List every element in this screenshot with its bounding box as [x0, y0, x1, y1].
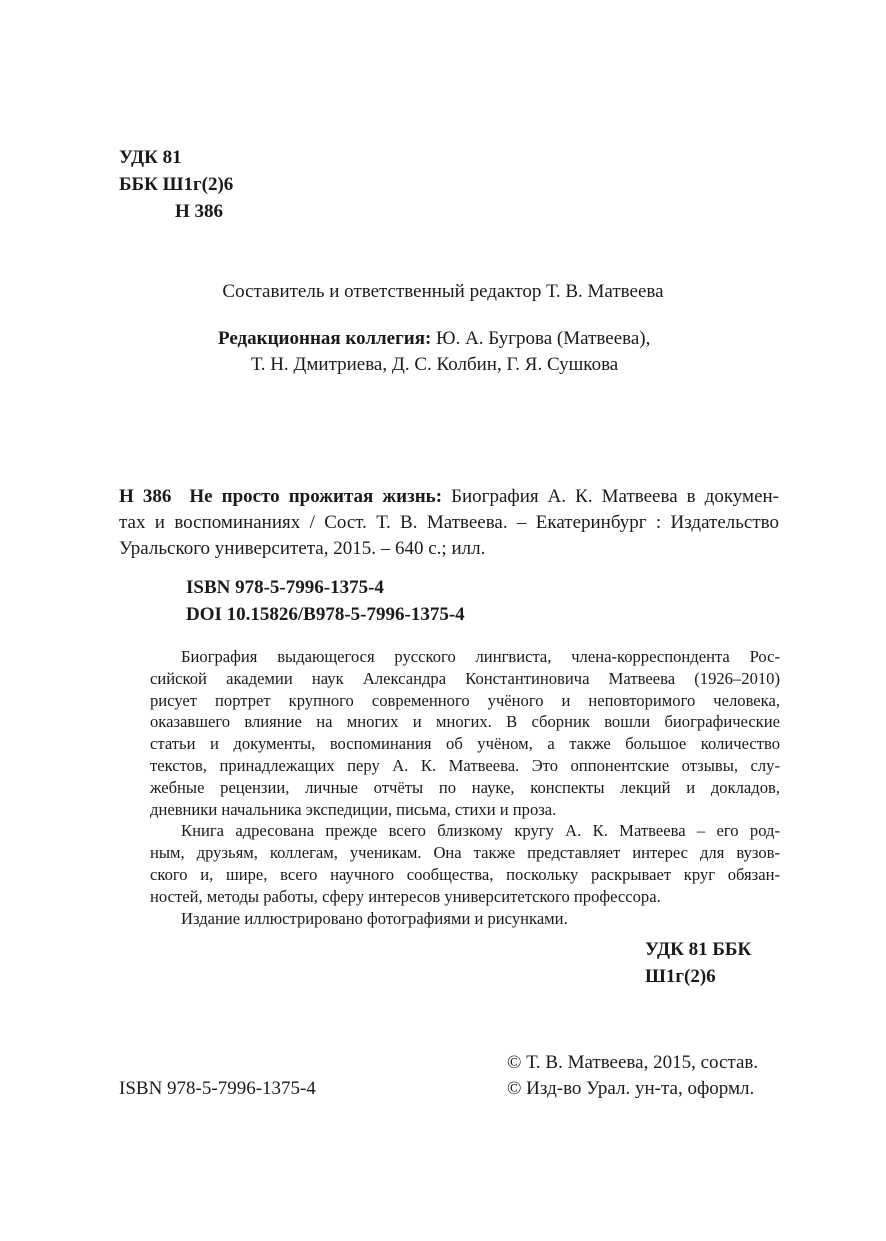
copyright-line2: © Изд-во Урал. ун-та, оформл. — [507, 1078, 755, 1099]
copyright-line1: © Т. В. Матвеева, 2015, состав. — [507, 1052, 759, 1073]
editorial-board-members2: Т. Н. Дмитриева, Д. С. Колбин, Г. Я. Сушкова — [251, 354, 619, 375]
abstract-line: Книга адресована прежде всего близкому кругу А. К. Матвеева – его род- — [181, 821, 780, 841]
udk-code: УДК 81 — [119, 147, 182, 168]
abstract-line: оказавшего влияние на многих и многих. В сборник вошли биографические — [150, 712, 780, 732]
abstract-line: сийской академии наук Александра Константиновича Матвеева (1926–2010) — [150, 668, 780, 688]
book-title: Не просто прожитая жизнь: — [189, 486, 443, 507]
abstract-line: дневники начальника экспедиции, письма, стихи и проза. — [150, 799, 557, 819]
abstract-line: Биография выдающегося русского лингвиста, члена-корреспондента Рос- — [181, 647, 780, 666]
editorial-board-line1 — [0, 326, 886, 352]
editorial-board-members1: Ю. А. Бугрова (Матвеева), — [431, 328, 651, 349]
entry-line3: Уральского университета, 2015. – 640 с.; илл. — [119, 538, 486, 559]
abstract-line: рисует портрет крупного современного учёного и неповторимого человека, — [150, 690, 780, 710]
entry-mark: Н 386 — [119, 486, 172, 507]
editorial-board — [0, 326, 886, 378]
abstract-line: текстов, принадлежащих перу А. К. Матвеева. Это оппонентские отзывы, слу- — [150, 755, 780, 775]
bbk-code: ББК Ш1г(2)6 — [119, 174, 234, 195]
editorial-board-label: Редакционная коллегия: — [218, 328, 432, 349]
abstract-line: ным, друзьям, коллегам, ученикам. Она также представляет интерес для вузов- — [150, 843, 780, 863]
abstract — [150, 646, 780, 929]
compiler-line: Составитель и ответственный редактор Т. В. Матвеева — [222, 281, 664, 302]
abstract-line: ностей, методы работы, сферу интересов университетского профессора. — [150, 886, 661, 906]
classification-right — [645, 936, 751, 990]
entry-line1 — [119, 484, 779, 510]
abstract-line: Издание иллюстрировано фотографиями и рисунками. — [181, 908, 568, 928]
abstract-line: ского и, шире, всего научного сообщества, поскольку раскрывает круг обязан- — [150, 864, 780, 884]
classification-right-line1: УДК 81 ББК — [645, 939, 752, 960]
classification-header — [119, 144, 233, 225]
entry-subtitle: Биография А. К. Матвеева в докумен- — [442, 486, 779, 507]
identifiers — [186, 574, 465, 628]
author-mark: Н 386 — [175, 201, 224, 222]
copyright — [507, 1050, 758, 1102]
abstract-line: статьи и документы, воспоминания об учёном, а также большое количество — [150, 734, 780, 754]
bibliographic-entry — [119, 484, 779, 562]
entry-line2: тах и воспоминаниях / Сост. Т. В. Матвеева. – Екатеринбург : Издательство — [119, 512, 779, 533]
abstract-line: жебные рецензии, личные отчёты по науке, конспекты лекций и докладов, — [150, 777, 780, 797]
classification-right-line2: Ш1г(2)6 — [645, 966, 716, 987]
doi: DOI 10.15826/B978-5-7996-1375-4 — [186, 604, 465, 625]
footer-isbn: ISBN 978-5-7996-1375-4 — [119, 1078, 316, 1099]
isbn: ISBN 978-5-7996-1375-4 — [186, 577, 384, 598]
